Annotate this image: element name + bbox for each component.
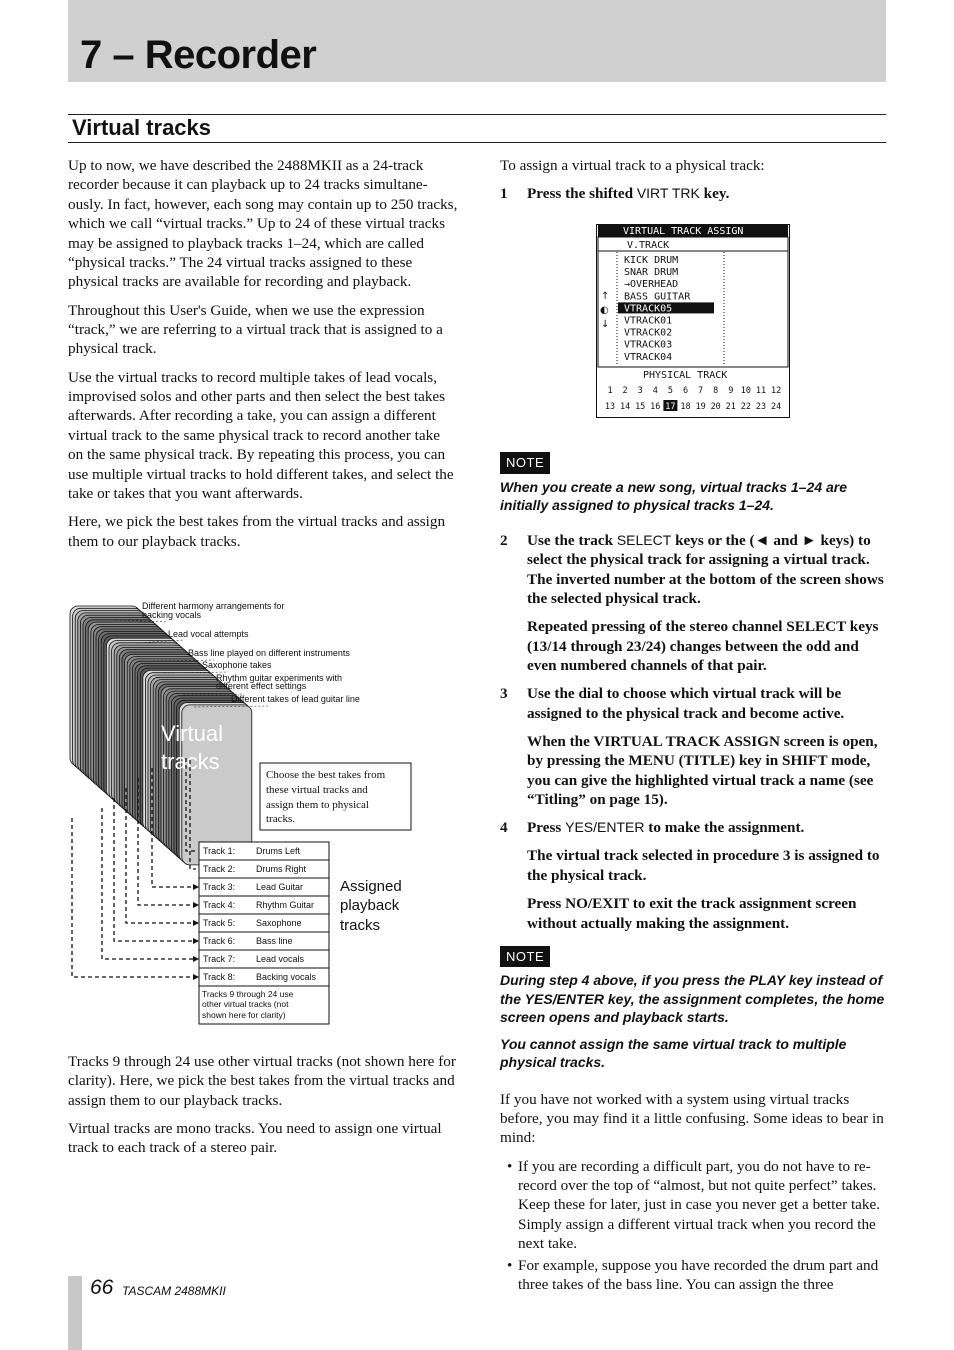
track-name: Bass line <box>256 936 293 946</box>
track-number: Track 2: <box>203 864 236 874</box>
note-text: When you create a new song, virtual tracks 1–24 are initially assigned to physical tracks 1–24. <box>500 478 848 514</box>
lcd-physical-track: 23 <box>755 402 767 412</box>
step-2-cont: Repeated pressing of the stereo channel SELECT keys (13/14 through 23/24) changes between the odd and even numbered channels of that pair. <box>527 618 879 675</box>
tracks-more-text: Tracks 9 through 24 use other virtual tracks (not shown here for clarity) <box>202 989 294 1020</box>
virtual-tracks-diagram <box>68 598 468 1028</box>
step-4-cont: The virtual track selected in procedure 3 is assigned to the physical track. <box>527 847 880 884</box>
track-name: Drums Left <box>256 846 301 856</box>
dial-icon: ◐ <box>600 305 609 316</box>
annotation-sax: Saxophone takes <box>202 660 272 670</box>
lcd-physical-label: PHYSICAL TRACK <box>643 370 728 381</box>
lcd-physical-track: 21 <box>725 402 736 412</box>
footer-model: TASCAM 2488MKII <box>122 1284 226 1298</box>
annotation-lead-guitar: Different takes of lead guitar line <box>231 694 360 704</box>
lcd-item: VTRACK01 <box>624 315 673 327</box>
lcd-item: VTRACK03 <box>624 339 673 351</box>
track-name: Rhythm Guitar <box>256 900 315 910</box>
lcd-physical-track: 19 <box>695 402 706 412</box>
lcd-physical-track: 6 <box>682 386 689 396</box>
stack-label-tracks: tracks <box>161 749 220 774</box>
step-4: 4 Press YES/ENTER to make the assignment. <box>500 819 805 837</box>
lcd-physical-track: 7 <box>698 386 704 396</box>
lcd-physical-track: 4 <box>652 386 658 396</box>
key-virt-trk: VIRT TRK <box>636 185 700 202</box>
lcd-physical-track: 2 <box>622 386 628 396</box>
chapter-title: 7 – Recorder <box>80 33 317 77</box>
bullet-item: • For example, suppose you have recorded the drum part and three takes of the bass line. You can assign the three <box>507 1256 879 1294</box>
paragraph: To assign a virtual track to a physical track: <box>500 157 765 174</box>
annotation-rhythm: Rhythm guitar experiments with <box>216 673 343 683</box>
footer-bar <box>68 1276 82 1350</box>
lcd-subtitle: V.TRACK <box>627 240 670 251</box>
paragraph: Here, we pick the best takes from the virtual tracks and assign them to our playback tracks. <box>68 513 446 550</box>
track-number: Track 7: <box>203 954 236 964</box>
lcd-physical-track: 5 <box>667 386 673 396</box>
section-title: Virtual tracks <box>72 115 212 140</box>
note-text: During step 4 above, if you press the PLAY key instead of the YES/ENTER key, the assignment completes, the home screen opens and playback starts. <box>500 972 885 1026</box>
track-name: Lead vocals <box>256 954 305 964</box>
lcd-item: VTRACK04 <box>624 351 673 363</box>
bullet-item: • If you are recording a difficult part, you do not have to re-record over the top of “almost, but not quite perfect” takes. Keep these for later, just in case you never get a better take. Simply assign a different virtual track when you record the next take. <box>507 1157 881 1253</box>
lcd-physical-track: 9 <box>728 386 734 396</box>
step-3: 3 Use the dial to choose which virtual track will be assigned to the physical track and become active. <box>500 685 845 722</box>
choose-text: Choose the best takes from these virtual tracks and assign them to physical tracks. <box>266 769 386 825</box>
lcd-item: VTRACK05 <box>624 303 673 315</box>
lcd-physical-track: 22 <box>740 402 752 412</box>
annotation-lead-vocal: Lead vocal attempts <box>168 629 249 639</box>
annotation-rhythm-2: different effect settings <box>216 681 307 691</box>
lcd-physical-track: 17 <box>665 402 676 412</box>
track-list <box>199 842 329 986</box>
track-name: Backing vocals <box>256 972 317 982</box>
lcd-physical-track: 15 <box>635 402 646 412</box>
lcd-physical-track: 11 <box>755 386 767 396</box>
paragraph: Tracks 9 through 24 use other virtual tracks (not shown here for clarity). Here, we pick the best takes from the virtual tracks and assign them to our playback tracks. <box>68 1053 456 1109</box>
lcd-physical-track: 3 <box>637 386 643 396</box>
paragraph: Use the virtual tracks to record multiple takes of lead vocals, improvised solos and other parts and then select the best takes afterwards. After recording a take, you can assign a different virtual track to the same physical track to record another take on the same physical track. By repeating this process, you can use multiple virtual tracks to hold different takes, and select the take or takes that you want afterwards. <box>68 368 454 503</box>
lcd-virtual-track-assign <box>596 224 790 418</box>
assigned-label: Assigned playback tracks <box>340 878 402 934</box>
page-number: 66 <box>90 1276 114 1299</box>
track-number: Track 1: <box>203 846 236 856</box>
annotation-harmony-2: backing vocals <box>142 610 202 620</box>
paragraph: Virtual tracks are mono tracks. You need to assign one virtual track to each track of a stereo pair. <box>68 1120 442 1157</box>
lcd-physical-track: 16 <box>650 402 661 412</box>
step-1: 1 Press the shifted VIRT TRK key. <box>500 185 730 203</box>
track-number: Track 6: <box>203 936 236 946</box>
step-3-cont: When the VIRTUAL TRACK ASSIGN screen is open, by pressing the MENU (TITLE) key in SHIFT mode, you can give the highlighted virtual track a name (see “Titling” on page 15). <box>527 732 878 809</box>
track-number: Track 3: <box>203 882 236 892</box>
lcd-item: BASS GUITAR <box>624 291 691 303</box>
paragraph: Throughout this User's Guide, when we use the expression “track,” we are referring to a virtual track that is assigned to a physical track. <box>68 301 443 358</box>
track-number: Track 4: <box>203 900 236 910</box>
arrow-up-icon: ↑ <box>601 291 610 302</box>
step-4-cont-2: Press NO/EXIT to exit the track assignment screen without actually making the assignment. <box>527 895 857 932</box>
lcd-physical-track: 14 <box>619 402 631 412</box>
note-label: NOTE <box>500 946 550 967</box>
stack-label-virtual: Virtual <box>161 721 223 746</box>
track-number: Track 5: <box>203 918 236 928</box>
lcd-item: SNAR DRUM <box>624 267 679 279</box>
track-name: Drums Right <box>256 864 307 874</box>
lcd-physical-track: 1 <box>607 386 613 396</box>
lcd-title: VIRTUAL TRACK ASSIGN <box>623 226 744 237</box>
lcd-physical-track: 18 <box>680 402 691 412</box>
lcd-physical-track: 20 <box>710 402 721 412</box>
chapter-header-bar <box>68 0 886 82</box>
lcd-physical-track: 12 <box>770 386 782 396</box>
arrow-down-icon: ↓ <box>601 319 610 330</box>
section-rule-bottom <box>68 142 886 143</box>
note-label: NOTE <box>500 452 550 473</box>
step-2: 2 Use the track SELECT keys or the (◄ and ► keys) to select the physical track for assigning a virtual track. The inverted number at the bottom of the screen shows the selected physical track. <box>500 531 884 608</box>
track-name: Lead Guitar <box>256 882 304 892</box>
annotation-harmony: Different harmony arrangements for <box>142 601 285 611</box>
lcd-physical-track: 24 <box>770 402 782 412</box>
annotation-bass: Bass line played on different instruments <box>188 648 350 658</box>
lcd-physical-track: 8 <box>713 386 719 396</box>
lcd-physical-track: 13 <box>604 402 616 412</box>
lcd-item: →OVERHEAD <box>624 279 679 291</box>
lcd-physical-track: 10 <box>740 386 752 396</box>
paragraph: If you have not worked with a system using virtual tracks before, you may find it a little confusing. Some ideas to bear in mind: <box>500 1090 884 1147</box>
left-column <box>68 156 458 560</box>
note-text: You cannot assign the same virtual track to multiple physical tracks. <box>500 1035 847 1071</box>
paragraph: Up to now, we have described the 2488MKII as a 24-track recorder because it can playback up to 24 tracks simultane-ously. In fact, however, each song may contain up to 250 tracks, which we call “virtual tracks.” Up to 24 of these virtual tracks may be assigned to playback tracks 1–24, which are called “physical tracks.” The 24 virtual tracks assigned to these physical tracks are available for recording and playback. <box>68 157 458 291</box>
lcd-item: VTRACK02 <box>624 327 673 339</box>
track-name: Saxophone <box>256 918 302 928</box>
left-column-bottom <box>68 1052 458 1167</box>
track-number: Track 8: <box>203 972 236 982</box>
lcd-item: KICK DRUM <box>624 255 679 266</box>
